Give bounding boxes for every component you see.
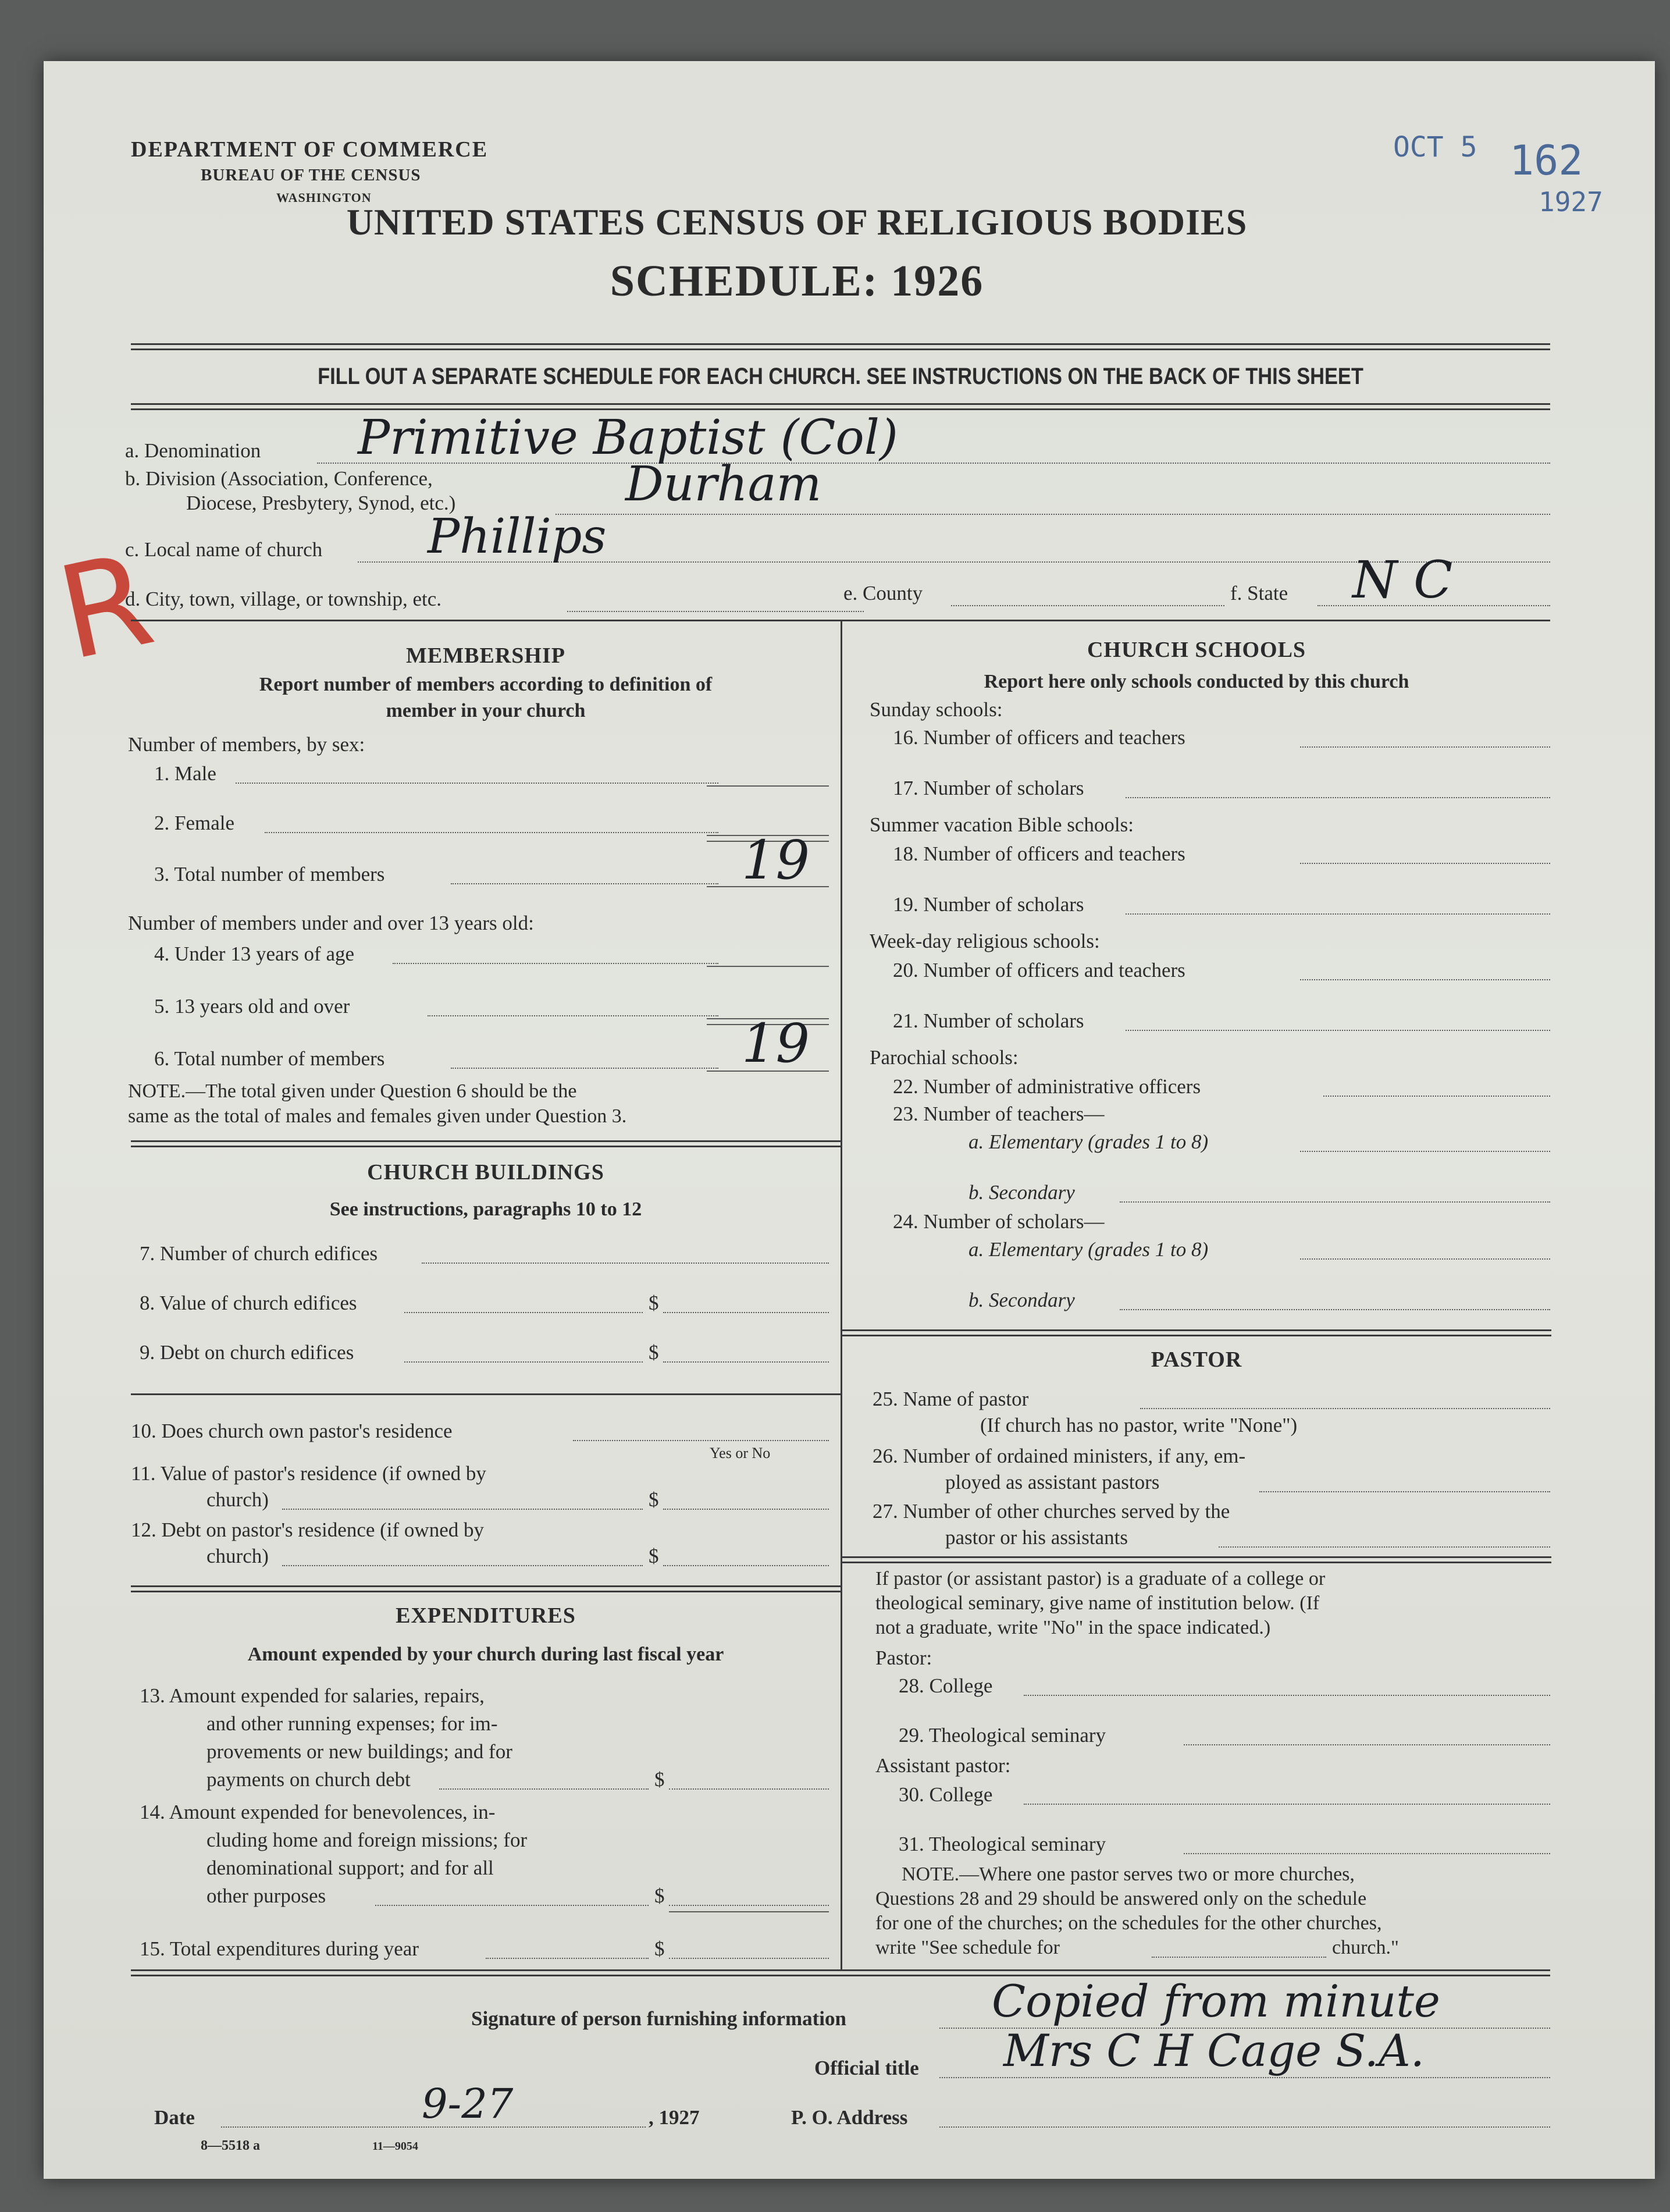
- q12-answer-line[interactable]: [663, 1565, 829, 1566]
- q11-dollar: $: [649, 1488, 659, 1511]
- q20-answer-line[interactable]: [1300, 979, 1550, 980]
- q11-residence-value-label: 11. Value of pastor's residence (if owned by: [131, 1462, 486, 1485]
- city-label: d. City, town, village, or township, etc.: [125, 588, 442, 610]
- q27-answer-line[interactable]: [1219, 1546, 1550, 1548]
- q5-dots: [428, 1015, 718, 1016]
- membership-subtitle-2: member in your church: [386, 700, 586, 721]
- column-divider: [841, 620, 842, 1969]
- q31-seminary-label: 31. Theological seminary: [899, 1833, 1106, 1855]
- q8-dots: [404, 1312, 643, 1313]
- county-label: e. County: [843, 582, 923, 604]
- parochial-schools-label: Parochial schools:: [870, 1046, 1019, 1069]
- pastor-label: Pastor:: [875, 1646, 932, 1669]
- pastor-mid-rule: [842, 1556, 1551, 1563]
- q21-label: 21. Number of scholars: [893, 1009, 1084, 1032]
- q15-dots: [486, 1958, 649, 1959]
- sunday-schools-label: Sunday schools:: [870, 698, 1003, 721]
- q29-seminary-label: 29. Theological seminary: [899, 1724, 1106, 1747]
- weekday-schools-label: Week-day religious schools:: [870, 930, 1100, 952]
- q4-dots: [393, 963, 718, 964]
- buildings-mid-rule: [131, 1393, 841, 1395]
- q4-answer-line[interactable]: [707, 966, 829, 967]
- form-title: UNITED STATES CENSUS OF RELIGIOUS BODIES: [346, 201, 1248, 243]
- expenditures-title: EXPENDITURES: [396, 1603, 576, 1628]
- q14-double-rule: [669, 1911, 829, 1912]
- q22-answer-line[interactable]: [1323, 1096, 1550, 1097]
- see-schedule-line[interactable]: [1152, 1957, 1326, 1958]
- membership-note-2: same as the total of males and females given under Question 3.: [128, 1105, 627, 1127]
- q23b-label: b. Secondary: [968, 1181, 1075, 1204]
- q3-dots: [451, 883, 718, 884]
- q11-label-cont: church): [206, 1488, 269, 1511]
- q6-total-value[interactable]: 19: [742, 1012, 810, 1075]
- q6-total-label: 6. Total number of members: [154, 1047, 385, 1070]
- q20-label: 20. Number of officers and teachers: [893, 959, 1185, 981]
- division-label-1: b. Division (Association, Conference,: [125, 467, 433, 490]
- buildings-subtitle: See instructions, paragraphs 10 to 12: [329, 1199, 642, 1220]
- pastor-note-1: NOTE.—Where one pastor serves two or more churches,: [902, 1864, 1355, 1885]
- q12-label-cont: church): [206, 1545, 269, 1567]
- local-name-value[interactable]: Phillips: [428, 509, 607, 564]
- date-year: , 1927: [649, 2106, 700, 2129]
- q9-dots: [404, 1361, 643, 1363]
- division-value[interactable]: Durham: [625, 457, 822, 512]
- po-address-line[interactable]: [939, 2126, 1550, 2128]
- q2-female-label: 2. Female: [154, 812, 235, 834]
- q8-dollar: $: [649, 1292, 659, 1314]
- q1-dots: [236, 783, 718, 784]
- po-address-label: P. O. Address: [791, 2106, 908, 2129]
- q12-residence-debt-label: 12. Debt on pastor's residence (if owned by: [131, 1518, 484, 1541]
- graduate-note-1: If pastor (or assistant pastor) is a graduate of a college or: [875, 1568, 1326, 1589]
- membership-note-1: NOTE.—The total given under Question 6 should be the: [128, 1080, 577, 1102]
- division-label-2: Diocese, Presbytery, Synod, etc.): [186, 492, 456, 514]
- pastor-note-5: church.": [1332, 1937, 1399, 1958]
- q30-college-label: 30. College: [899, 1783, 993, 1806]
- banner-bottom-rule: [131, 403, 1550, 410]
- schools-subtitle: Report here only schools conducted by this church: [984, 671, 1409, 692]
- q16-answer-line[interactable]: [1300, 746, 1550, 748]
- received-stamp-year: 1927: [1539, 186, 1603, 218]
- q26-label-2: ployed as assistant pastors: [945, 1471, 1160, 1493]
- q26-label-1: 26. Number of ordained ministers, if any, em-: [873, 1445, 1246, 1467]
- city-heading: WASHINGTON: [276, 190, 372, 205]
- q13-label-1: 13. Amount expended for salaries, repairs,: [140, 1684, 485, 1707]
- q15-dollar: $: [654, 1937, 665, 1960]
- q26-answer-line[interactable]: [1259, 1491, 1550, 1492]
- graduate-note-3: not a graduate, write "No" in the space indicated.): [875, 1617, 1271, 1638]
- official-title-line[interactable]: [939, 2077, 1550, 2078]
- q18-answer-line[interactable]: [1300, 863, 1550, 864]
- census-schedule-form: [44, 61, 1655, 2179]
- received-stamp-date: OCT 5: [1393, 131, 1477, 163]
- q17-label: 17. Number of scholars: [893, 777, 1084, 799]
- q28-college-label: 28. College: [899, 1674, 993, 1697]
- members-by-sex-label: Number of members, by sex:: [128, 733, 365, 756]
- q14-label-4: other purposes: [206, 1884, 326, 1907]
- membership-title: MEMBERSHIP: [406, 643, 565, 668]
- q15-answer-line[interactable]: [669, 1958, 829, 1959]
- signature-value[interactable]: Copied from minute: [992, 1975, 1440, 2027]
- q22-label: 22. Number of administrative officers: [893, 1075, 1201, 1098]
- q7-answer-line[interactable]: [422, 1263, 829, 1264]
- q16-label: 16. Number of officers and teachers: [893, 726, 1185, 749]
- bureau-heading: BUREAU OF THE CENSUS: [201, 166, 421, 184]
- q14-dots: [375, 1905, 649, 1906]
- state-label: f. State: [1230, 582, 1288, 604]
- buildings-bottom-rule: [131, 1585, 841, 1592]
- q9-answer-line[interactable]: [663, 1361, 829, 1363]
- q23a-answer-line[interactable]: [1300, 1151, 1550, 1152]
- graduate-note-2: theological seminary, give name of institution below. (If: [875, 1592, 1320, 1614]
- q10-residence-label: 10. Does church own pastor's residence: [131, 1420, 453, 1442]
- denomination-label: a. Denomination: [125, 439, 261, 462]
- pastor-note-4: write "See schedule for: [875, 1937, 1060, 1958]
- q25-label: 25. Name of pastor: [873, 1388, 1029, 1410]
- division-line: [556, 514, 1550, 515]
- q11-answer-line[interactable]: [663, 1509, 829, 1510]
- q14-label-2: cluding home and foreign missions; for: [206, 1829, 528, 1851]
- q9-dollar: $: [649, 1341, 659, 1364]
- members-by-age-label: Number of members under and over 13 years old:: [128, 912, 534, 934]
- date-value[interactable]: 9-27: [422, 2080, 514, 2128]
- assistant-pastor-label: Assistant pastor:: [875, 1754, 1011, 1777]
- q18-label: 18. Number of officers and teachers: [893, 842, 1185, 865]
- q24a-label: a. Elementary (grades 1 to 8): [968, 1238, 1209, 1261]
- q9-debt-label: 9. Debt on church edifices: [140, 1341, 354, 1364]
- q14-dollar: $: [654, 1884, 665, 1907]
- q24-label: 24. Number of scholars—: [893, 1210, 1105, 1233]
- banner-top-rule: [131, 343, 1550, 350]
- official-title-value[interactable]: Mrs C H Cage S.A.: [1003, 2025, 1425, 2076]
- q31-answer-line[interactable]: [1184, 1853, 1550, 1854]
- local-name-label: c. Local name of church: [125, 538, 323, 561]
- q6-dots: [451, 1068, 718, 1069]
- schools-title: CHURCH SCHOOLS: [1087, 638, 1306, 662]
- q28-answer-line[interactable]: [1024, 1695, 1550, 1696]
- q10-answer-line[interactable]: [573, 1440, 829, 1441]
- q13-answer-line[interactable]: [669, 1788, 829, 1790]
- pastor-note-3: for one of the churches; on the schedules for the other churches,: [875, 1912, 1382, 1934]
- review-mark: R: [47, 524, 165, 689]
- q3-total-value[interactable]: 19: [742, 829, 810, 891]
- q1-male-label: 1. Male: [154, 762, 216, 785]
- q30-answer-line[interactable]: [1024, 1804, 1550, 1805]
- official-title-label: Official title: [814, 2057, 919, 2079]
- instructions-banner: FILL OUT A SEPARATE SCHEDULE FOR EACH CHURCH. SEE INSTRUCTIONS ON THE BACK OF THIS SHEET: [318, 364, 1363, 389]
- expenditures-subtitle: Amount expended by your church during last fiscal year: [247, 1644, 724, 1665]
- schedule-title: SCHEDULE: 1926: [610, 257, 984, 305]
- form-number: 8—5518 a: [201, 2138, 260, 2153]
- q14-label-1: 14. Amount expended for benevolences, in-: [140, 1801, 496, 1823]
- q27-label-1: 27. Number of other churches served by the: [873, 1500, 1230, 1523]
- q14-label-3: denominational support; and for all: [206, 1857, 494, 1879]
- city-line: [567, 611, 864, 612]
- q13-label-2: and other running expenses; for im-: [206, 1712, 498, 1735]
- q11-dots: [282, 1509, 643, 1510]
- q3-total-label: 3. Total number of members: [154, 863, 385, 885]
- q24b-label: b. Secondary: [968, 1289, 1075, 1311]
- county-line: [951, 605, 1224, 606]
- q25-note: (If church has no pastor, write "None"): [980, 1414, 1298, 1436]
- q13-dollar: $: [654, 1768, 665, 1791]
- received-stamp-number: 162: [1509, 137, 1583, 184]
- pastor-title: PASTOR: [1151, 1347, 1242, 1372]
- signature-label: Signature of person furnishing information: [471, 2007, 846, 2030]
- q23a-label: a. Elementary (grades 1 to 8): [968, 1130, 1209, 1153]
- q19-label: 19. Number of scholars: [893, 893, 1084, 916]
- date-label: Date: [154, 2106, 195, 2129]
- membership-bottom-rule: [131, 1140, 841, 1147]
- q5-over13-label: 5. 13 years old and over: [154, 995, 350, 1018]
- q24b-answer-line[interactable]: [1120, 1309, 1550, 1310]
- membership-subtitle-1: Report number of members according to definition of: [259, 674, 713, 695]
- q1-answer-line[interactable]: [707, 785, 829, 787]
- q14-answer-line[interactable]: [669, 1905, 829, 1906]
- q23b-answer-line[interactable]: [1120, 1201, 1550, 1203]
- denomination-value[interactable]: Primitive Baptist (Col): [358, 410, 898, 465]
- q24a-answer-line[interactable]: [1300, 1258, 1550, 1260]
- q17-answer-line[interactable]: [1126, 797, 1550, 798]
- q12-dots: [282, 1565, 643, 1566]
- q12-dollar: $: [649, 1545, 659, 1567]
- department-heading: DEPARTMENT OF COMMERCE: [131, 137, 489, 162]
- q13-label-4: payments on church debt: [206, 1768, 411, 1791]
- q2-dots: [265, 832, 718, 833]
- q4-under13-label: 4. Under 13 years of age: [154, 943, 355, 965]
- q27-label-2: pastor or his assistants: [945, 1526, 1128, 1549]
- q25-answer-line[interactable]: [1140, 1408, 1550, 1409]
- pastor-note-2: Questions 28 and 29 should be answered only on the schedule: [875, 1888, 1367, 1909]
- buildings-title: CHURCH BUILDINGS: [367, 1160, 604, 1185]
- q21-answer-line[interactable]: [1126, 1030, 1550, 1031]
- q8-answer-line[interactable]: [663, 1312, 829, 1313]
- q13-dots: [439, 1788, 649, 1790]
- q29-answer-line[interactable]: [1184, 1744, 1550, 1745]
- summer-schools-label: Summer vacation Bible schools:: [870, 813, 1134, 836]
- yes-no-hint: Yes or No: [710, 1445, 771, 1461]
- q15-total-label: 15. Total expenditures during year: [140, 1937, 419, 1960]
- state-value[interactable]: N C: [1352, 550, 1453, 610]
- q8-value-label: 8. Value of church edifices: [140, 1292, 357, 1314]
- print-number: 11—9054: [372, 2140, 418, 2153]
- schools-bottom-rule: [842, 1329, 1551, 1336]
- q23-label: 23. Number of teachers—: [893, 1103, 1105, 1125]
- q7-edifices-label: 7. Number of church edifices: [140, 1242, 378, 1265]
- q19-answer-line[interactable]: [1126, 913, 1550, 915]
- q13-label-3: provements or new buildings; and for: [206, 1740, 512, 1763]
